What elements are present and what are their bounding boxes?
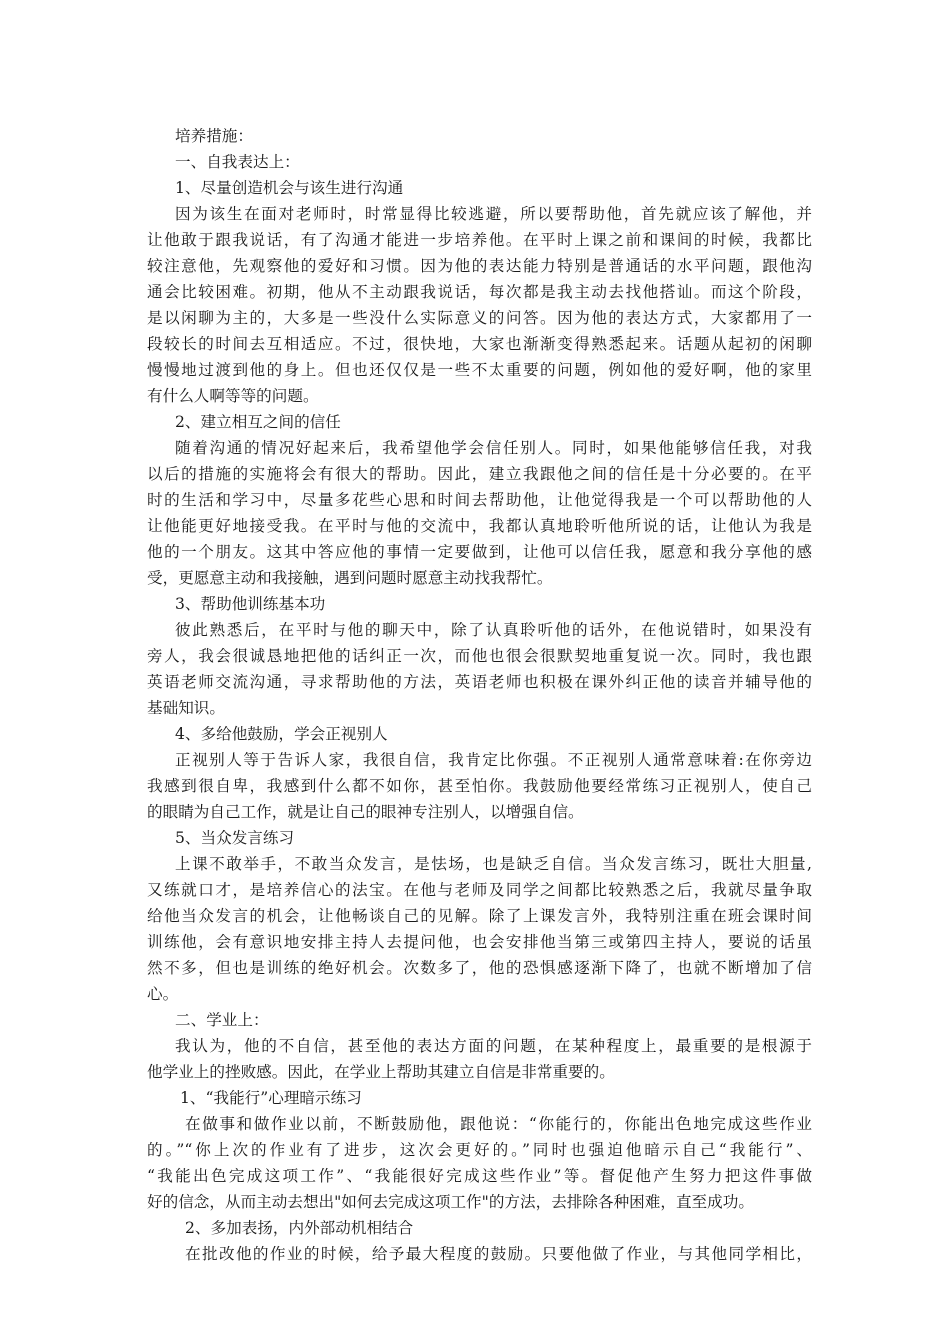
section-heading: 二、学业上： bbox=[175, 1011, 269, 1029]
paragraph-line: 的。”“你上次的作业有了进步，这次会更好的。”同时也强迫他暗示自己“我能行”、 bbox=[147, 1141, 812, 1159]
paragraph-line: 旁人，我会很诚恳地把他的话纠正一次，而他也很会很默契地重复说一次。同时，我也跟 bbox=[147, 647, 812, 665]
paragraph-line: 因为该生在面对老师时，时常显得比较逃避，所以要帮助他，首先就应该了解他，并 bbox=[175, 205, 812, 223]
paragraph-line: 有什么人啊等等的问题。 bbox=[147, 387, 319, 405]
paragraph-line: 给他当众发言的机会，让他畅谈自己的见解。除了上课发言外，我特别注重在班会课时间 bbox=[147, 907, 812, 925]
paragraph-line: 在批改他的作业的时候，给予最大程度的鼓励。只要他做了作业，与其他同学相比， bbox=[185, 1245, 812, 1263]
paragraph-line: 让他敢于跟我说话，有了沟通才能进一步培养他。在平时上课之前和课间的时候，我都比 bbox=[147, 231, 812, 249]
paragraph-line: 他的一个朋友。这其中答应他的事情一定要做到，让他可以信任我，愿意和我分享他的感 bbox=[147, 543, 812, 561]
paragraph-line: 段较长的时间去互相适应。不过，很快地，大家也渐渐变得熟悉起来。话题从起初的闲聊 bbox=[147, 335, 812, 353]
paragraph-line: 随着沟通的情况好起来后，我希望他学会信任别人。同时，如果他能够信任我，对我 bbox=[175, 439, 812, 457]
paragraph-line: 训练他，会有意识地安排主持人去提问他，也会安排他当第三或第四主持人，要说的话虽 bbox=[147, 933, 812, 951]
subsection-heading: 2、多加表扬，内外部动机相结合 bbox=[185, 1219, 414, 1237]
subsection-heading: 4、多给他鼓励，学会正视别人 bbox=[175, 725, 388, 743]
paragraph-line: 以后的措施的实施将会有很大的帮助。因此，建立我跟他之间的信任是十分必要的。在平 bbox=[147, 465, 812, 483]
subsection-heading: 1、“我能行”心理暗示练习 bbox=[180, 1089, 362, 1107]
subsection-heading: 5、当众发言练习 bbox=[175, 829, 295, 847]
paragraph-line: 基础知识。 bbox=[147, 699, 225, 717]
paragraph-line: 是以闲聊为主的，大多是一些没什么实际意义的问答。因为他的表达方式，大家都用了一 bbox=[147, 309, 812, 327]
paragraph-line: 然不多，但也是训练的绝好机会。次数多了，他的恐惧感逐渐下降了，也就不断增加了信 bbox=[147, 959, 812, 977]
paragraph-line: 好的信念，从而主动去想出"如何去完成这项工作"的方法，去排除各种困难，直至成功。 bbox=[147, 1193, 754, 1211]
paragraph-line: 的眼睛为自己工作，就是让自己的眼神专注别人，以增强自信。 bbox=[147, 803, 584, 821]
paragraph-line: 又练就口才，是培养信心的法宝。在他与老师及同学之间都比较熟悉之后，我就尽量争取 bbox=[147, 881, 812, 899]
subsection-heading: 3、帮助他训练基本功 bbox=[175, 595, 326, 613]
subsection-heading: 2、建立相互之间的信任 bbox=[175, 413, 341, 431]
paragraph-line: 我认为，他的不自信，甚至他的表达方面的问题，在某种程度上，最重要的是根源于 bbox=[175, 1037, 812, 1055]
paragraph-line: 受，更愿意主动和我接触，遇到问题时愿意主动找我帮忙。 bbox=[147, 569, 553, 587]
document-body bbox=[147, 123, 812, 1267]
paragraph-line: 英语老师交流沟通，寻求帮助他的方法，英语老师也积极在课外纠正他的读音并辅导他的 bbox=[147, 673, 812, 691]
paragraph-line: 较注意他，先观察他的爱好和习惯。因为他的表达能力特别是普通话的水平问题，跟他沟 bbox=[147, 257, 812, 275]
subsection-heading: 1、尽量创造机会与该生进行沟通 bbox=[175, 179, 404, 197]
paragraph-line: 他学业上的挫败感。因此，在学业上帮助其建立自信是非常重要的。 bbox=[147, 1063, 615, 1081]
paragraph-line: 彼此熟悉后，在平时与他的聊天中，除了认真聆听他的话外，在他说错时，如果没有 bbox=[175, 621, 812, 639]
paragraph-line: 慢慢地过渡到他的身上。但也还仅仅是一些不太重要的问题，例如他的爱好啊，他的家里 bbox=[147, 361, 812, 379]
paragraph-line: 在做事和做作业以前，不断鼓励他，跟他说：“你能行的，你能出色地完成这些作业 bbox=[185, 1115, 812, 1133]
paragraph-line: 心。 bbox=[147, 985, 179, 1003]
paragraph-line: 通会比较困难。初期，他从不主动跟我说话，每次都是我主动去找他搭讪。而这个阶段， bbox=[147, 283, 812, 301]
paragraph-line: 上课不敢举手，不敢当众发言，是怯场，也是缺乏自信。当众发言练习，既壮大胆量, bbox=[175, 855, 812, 873]
section-heading: 一、自我表达上： bbox=[175, 153, 300, 171]
doc-title: 培养措施： bbox=[175, 127, 253, 145]
paragraph-line: 我感到很自卑，我感到什么都不如你，甚至怕你。我鼓励他要经常练习正视别人，使自己 bbox=[147, 777, 812, 795]
paragraph-line: 时的生活和学习中，尽量多花些心思和时间去帮助他，让他觉得我是一个可以帮助他的人 bbox=[147, 491, 812, 509]
paragraph-line: “我能出色完成这项工作”、“我能很好完成这些作业”等。督促他产生努力把这件事做 bbox=[147, 1167, 812, 1185]
paragraph-line: 让他能更好地接受我。在平时与他的交流中，我都认真地聆听他所说的话，让他认为我是 bbox=[147, 517, 812, 535]
paragraph-line: 正视别人等于告诉人家，我很自信，我肯定比你强。不正视别人通常意味着:在你旁边 bbox=[175, 751, 812, 769]
